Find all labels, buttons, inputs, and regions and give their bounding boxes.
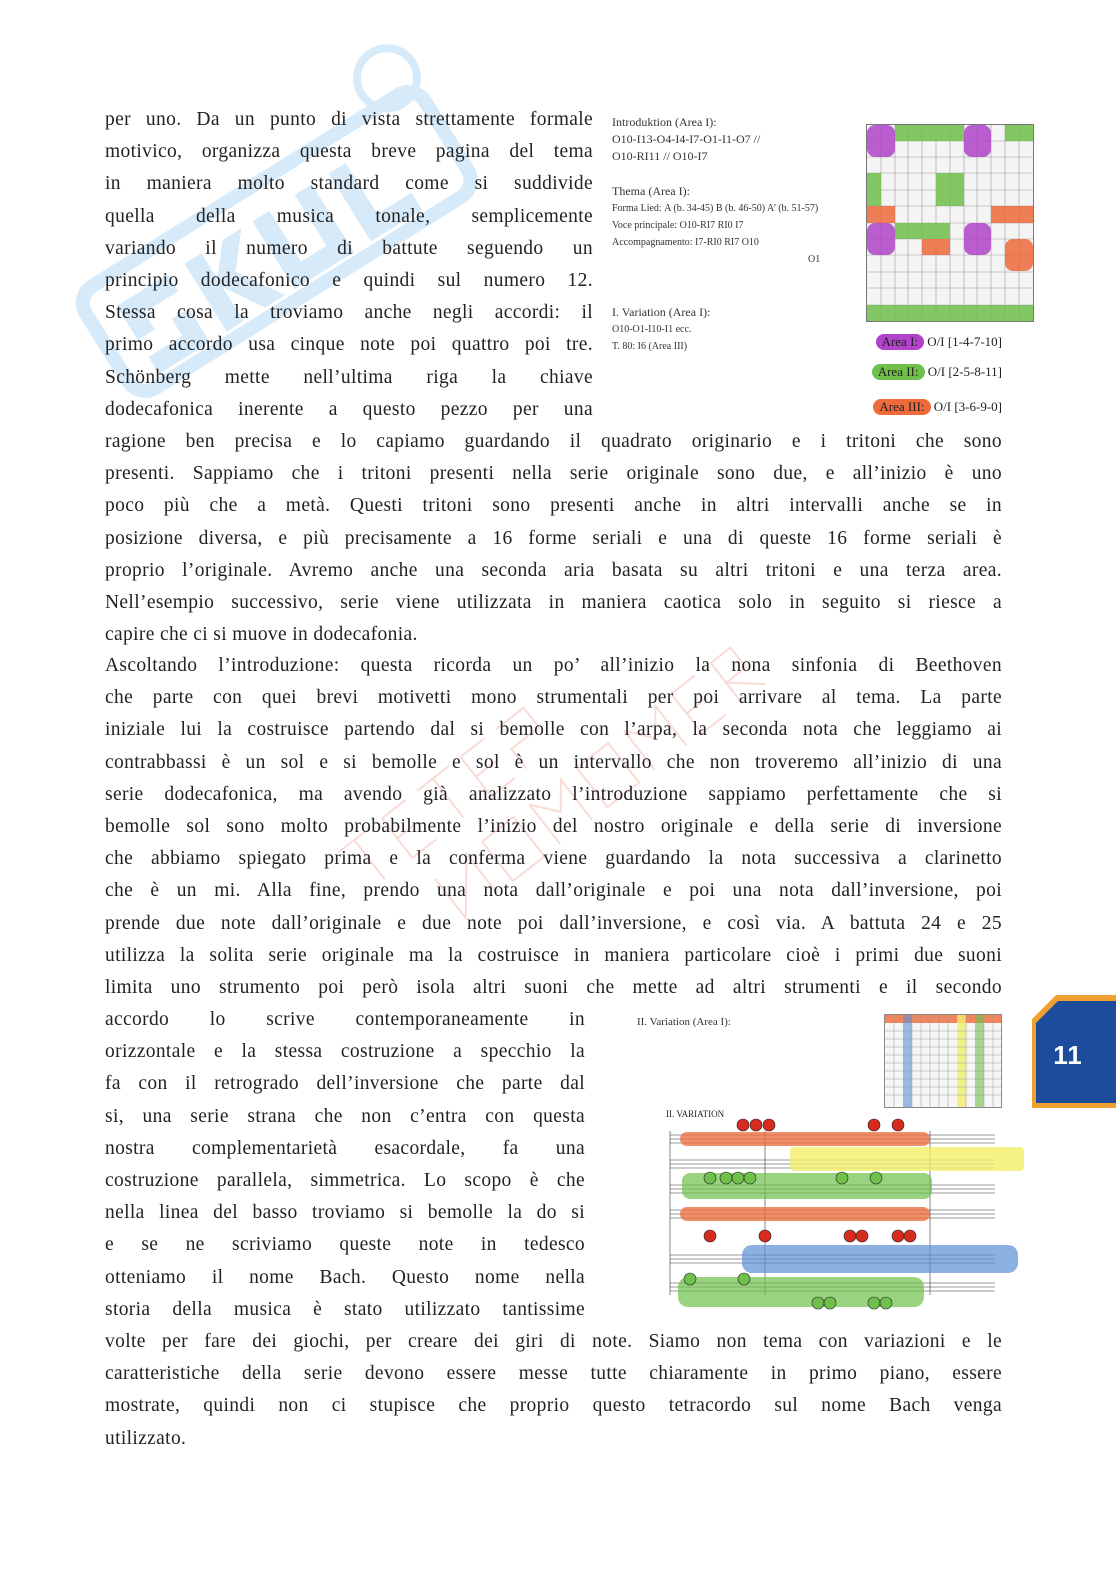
text-line: si, una serie strana che non c’entra con questa — [105, 1105, 585, 1127]
paragraph-bach-continued — [105, 1326, 1002, 1455]
thema-title: Thema (Area I): — [612, 184, 690, 198]
accompaniment-value: I7-RI0 RI7 O10 — [695, 237, 759, 248]
legend-area-3-value: O/I [3-6-9-0] — [933, 399, 1002, 414]
text-line: fa con il retrogrado dell’inversione che parte dal — [105, 1073, 585, 1095]
score-title: II. VARIATION — [666, 1109, 725, 1119]
variation2-label: II. Variation (Area I): — [637, 1016, 731, 1028]
text-line: otteniamo il nome Bach. Questo nome nella — [105, 1266, 585, 1288]
text-line: che abbiamo spiegato prima e la conferma viene guardando la nota successiva a clarinetto — [105, 848, 1002, 870]
text-line: mostrate, quindi non ci stupisce che proprio questo tetracordo sul nome Bach venga — [105, 1395, 1002, 1417]
text-line: orizzontale e la stessa costruzione a specchio la — [105, 1041, 585, 1063]
legend-area-2 — [872, 364, 1002, 380]
legend-area-2-value: O/I [2-5-8-11] — [927, 364, 1002, 379]
paragraph-introduction-analysis — [105, 650, 1002, 1004]
legend-area-1-label: Area I: — [876, 334, 924, 350]
text-line: in maniera molto standard come si suddivide — [105, 173, 593, 195]
voice-label: Voce principale: — [612, 220, 678, 231]
variation2-score-excerpt — [630, 1105, 1030, 1315]
legend-area-1 — [876, 334, 1002, 350]
text-line: Nell’esempio successivo, serie viene utilizzata in maniera caotica solo in seguito si riesce a — [105, 592, 1002, 614]
text-line: Ascoltando l’introduzione: questa ricorda un po’ all’inizio la nona sinfonia di Beethoven — [105, 655, 1002, 676]
text-line: accordo lo scrive contemporaneamente in — [105, 1009, 585, 1030]
text-line: proprio l’originale. Avremo anche una seconda aria basata su altri tritoni e una terza area. — [105, 559, 1002, 581]
text-line: iniziale lui la costruisce partendo dal si bemolle con l’arpa, la seconda nota che leggiamo ai — [105, 719, 1002, 741]
text-line: motivico, organizza questa breve pagina del tema — [105, 141, 593, 163]
text-line: caratteristiche della serie devono essere messe tutte chiaramente in primo piano, essere — [105, 1363, 1002, 1385]
intro-title: Introduktion (Area I): — [612, 115, 717, 129]
text-line: costruzione parallela, simmetrica. Lo scopo è che — [105, 1170, 585, 1192]
legend-area-1-value: O/I [1-4-7-10] — [927, 334, 1002, 349]
text-line: dodecafonica inerente a questo pezzo per una — [105, 398, 593, 420]
variation2-matrix — [884, 1014, 1002, 1108]
text-line: nella linea del basso troviamo si bemolle la do si — [105, 1202, 585, 1224]
text-line: primo accordo usa cinque note poi quattro poi tre. — [105, 334, 593, 356]
text-line: e se ne scriviamo queste note in tedesco — [105, 1234, 585, 1256]
text-line: utilizza la solita serie originale ma la costruisce in maniera particolare cioè i primi due suoni — [105, 944, 1002, 966]
accompaniment-value-extra: O1 — [808, 254, 821, 265]
paragraph-bach — [105, 1004, 585, 1326]
text-line: presenti. Sappiamo che i tritoni presenti nella serie originale sono due, e all’inizio è uno — [105, 463, 1002, 485]
text-line: bemolle sol sono molto probabilmente l’inizio del nostro originale e della serie di inversione — [105, 816, 1002, 838]
text-line: posizione diversa, e più precisamente a 16 forme seriali e una di queste 16 forme seriali è — [105, 527, 1002, 549]
text-line: poco più che a metà. Questi tritoni sono presenti anche in altri intervalli anche se in — [105, 495, 1002, 517]
text-line: capire che ci si muove in dodecafonia. — [105, 624, 418, 646]
form-label: Forma Lied: — [612, 203, 662, 214]
text-line: storia della musica è stato utilizzato tantissime — [105, 1298, 585, 1320]
accompaniment-label: Accompagnamento: — [612, 237, 693, 248]
text-line: Schönberg mette nell’ultima riga la chiave — [105, 366, 593, 388]
legend-area-3-label: Area III: — [873, 399, 930, 415]
text-line: volte per fare dei giochi, per creare dei giri di note. Siamo non tema con variazioni e le — [105, 1331, 1002, 1352]
paragraph-intro-continued — [105, 426, 1002, 651]
text-line: nostra complementarietà esacordale, fa una — [105, 1137, 585, 1159]
text-line: variando il numero di battute seguendo un — [105, 237, 593, 259]
form-value: A (b. 34-45) B (b. 46-50) A’ (b. 51-57) — [664, 203, 819, 214]
page-number: 11 — [1053, 1040, 1083, 1070]
text-line: per uno. Da un punto di vista strettamente formale — [105, 109, 593, 130]
intro-series-line: O10-I13-O4-I4-I7-O1-I1-O7 // — [612, 132, 761, 146]
legend-area-3 — [873, 399, 1002, 415]
voice-value: O10-RI7 RI0 I7 — [679, 220, 744, 231]
twelve-tone-matrix — [866, 124, 1034, 322]
variation1-title: I. Variation (Area I): — [612, 305, 711, 319]
text-line: Stessa cosa la troviamo anche negli accordi: il — [105, 302, 593, 324]
legend-area-2-label: Area II: — [872, 364, 925, 380]
text-line: limita uno strumento poi però isola altri suoni che mette ad altri strumenti e il secondo — [105, 977, 1002, 999]
text-line: ragione ben precisa e lo capiamo guardando il quadrato originario e i tritoni che sono — [105, 431, 1002, 452]
text-line: serie dodecafonica, ma avendo già analizzato l’introduzione sappiamo perfettamente che si — [105, 783, 1002, 805]
figure-series-analysis-text — [612, 114, 862, 355]
text-line: che è un mi. Alla fine, prendo una nota dall’originale e poi una nota dall’inversione, poi — [105, 880, 1002, 902]
text-line: quella della musica tonale, semplicemente — [105, 205, 593, 227]
intro-series-line: O10-RI11 // O10-I7 — [612, 149, 708, 163]
text-line: principio dodecafonico e quindi sul numero 12. — [105, 270, 593, 292]
text-line: contrabbassi è un sol e si bemolle e sol è un intervallo che non troveremo all’inizio di una — [105, 751, 1002, 773]
paragraph-intro — [105, 104, 593, 426]
variation1-line: T. 80: I6 (Area III) — [612, 341, 688, 352]
text-line: che parte con quei brevi motivetti mono strumentali per poi arrivare al tema. La parte — [105, 687, 1002, 709]
variation1-line: O10-O1-I10-I1 ecc. — [612, 324, 692, 335]
text-line: utilizzato. — [105, 1427, 187, 1449]
text-line: prende due note dall’originale e due note poi dall’inversione, e così via. A battuta 24 e 25 — [105, 912, 1002, 934]
